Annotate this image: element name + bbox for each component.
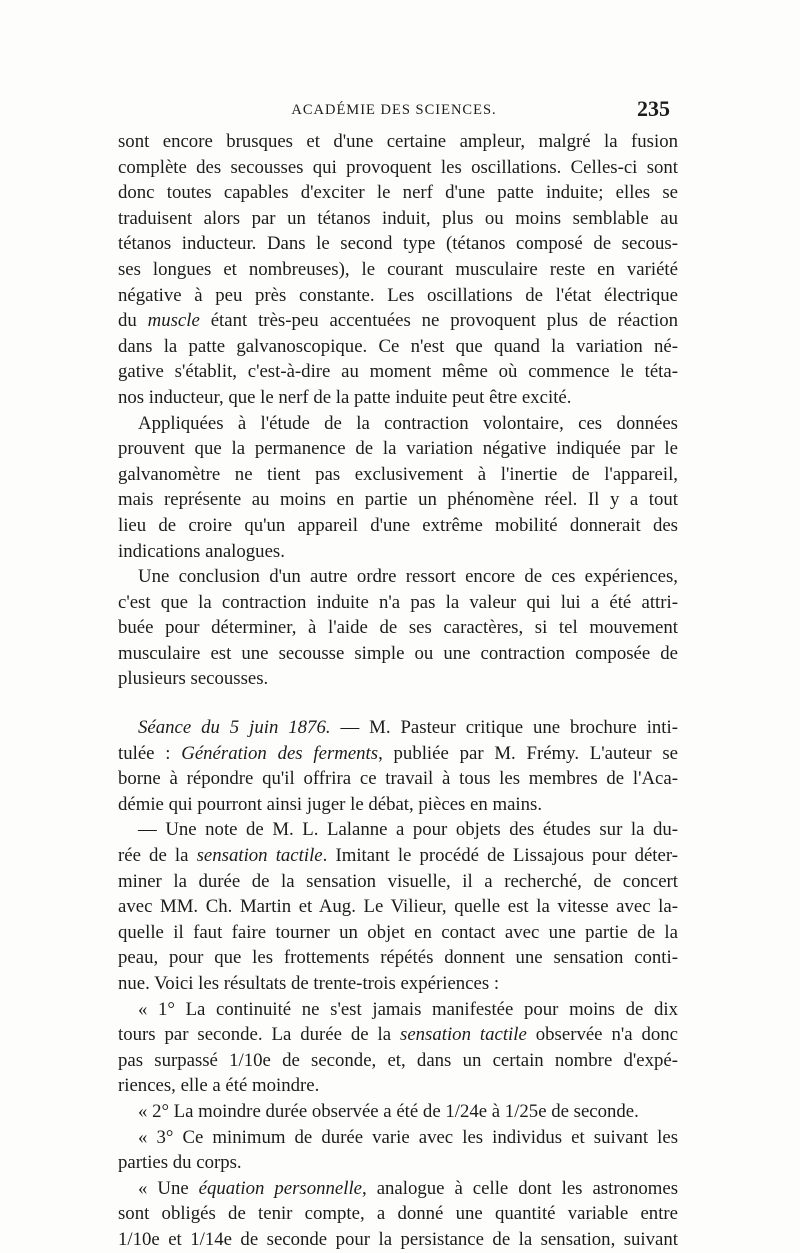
text-fragment: tours par seconde. La durée de la: [118, 1024, 401, 1046]
text-fragment: tulée :: [118, 742, 182, 764]
text-line: miner la durée de la sensation visuelle, il a recherché, de concert: [118, 870, 678, 892]
text-line: indications analogues.: [118, 540, 285, 562]
text-line: donc toutes capables d'exciter le nerf d'une patte induite; elles se: [118, 182, 678, 204]
italic-title: Génération des ferments: [181, 742, 379, 764]
paragraph-muscle-oscillations: [118, 129, 678, 411]
text-line: riences, elle a été moindre.: [118, 1075, 320, 1097]
text-line: Une conclusion d'un autre ordre ressort encore de ces expériences,: [138, 566, 678, 588]
text-line: [118, 1022, 678, 1048]
text-line: mais représente au moins en partie un phénomène réel. Il y a tout: [118, 489, 678, 511]
text-line: — Une note de M. L. Lalanne a pour objets des études sur la du-: [138, 819, 678, 841]
text-line: démie qui pourront ainsi juger le débat, pièces en mains.: [118, 793, 543, 815]
text-line: dans la patte galvanoscopique. Ce n'est que quand la variation né-: [118, 335, 678, 357]
paragraph-conclusion: [118, 564, 678, 692]
text-line: négative à peu près constante. Les oscillations de l'état électrique: [118, 284, 678, 306]
text-line: ses longues et nombreuses), le courant musculaire reste en variété: [118, 258, 678, 280]
text-line: « 2° La moindre durée observée a été de 1/24e à 1/25e de seconde.: [138, 1100, 639, 1122]
text-line: musculaire est une secousse simple ou une contraction composée de: [118, 642, 678, 664]
text-line: avec MM. Ch. Martin et Aug. Le Vilieur, quelle est la vitesse avec la-: [118, 896, 678, 918]
text-line: du muscle étant très-peu accentuées ne provoquent plus de réaction: [118, 310, 678, 332]
text-line: [118, 843, 678, 869]
text-line: tétanos inducteur. Dans le second type (tétanos composé de secous-: [118, 233, 678, 255]
text-line: sont encore brusques et d'une certaine ampleur, malgré la fusion: [118, 131, 678, 152]
text-line: Appliquées à l'étude de la contraction volontaire, ces données: [138, 412, 678, 434]
text-line: complète des secousses qui provoquent les oscillations. Celles-ci sont: [118, 156, 678, 178]
text-line: prouvent que la permanence de la variation négative indiquée par le: [118, 438, 678, 460]
text-fragment: , publiée par M. Frémy. L'auteur se: [378, 742, 678, 764]
text-line: 1/10e et 1/14e de seconde pour la persistance de la sensation, suivant: [118, 1228, 678, 1250]
italic-term: sensation tactile: [196, 845, 323, 867]
text-line: peau, pour que les frottements répétés donnent une sensation conti-: [118, 947, 678, 969]
seance-intro: — M. Pasteur critique une brochure inti-: [330, 717, 678, 739]
text-line: [118, 715, 678, 741]
text-fragment: , analogue à celle dont les astronomes: [362, 1177, 679, 1199]
page-header: [118, 96, 670, 130]
text-line: gative s'établit, c'est-à-dire au moment même où commence le téta-: [118, 361, 678, 383]
results-list: [118, 997, 678, 1253]
text-line: buée pour déterminer, à l'aide de ses caractères, si tel mouvement: [118, 617, 678, 639]
text-line: [118, 1176, 678, 1202]
body-text: [118, 129, 678, 1253]
text-line: nos inducteur, que le nerf de la patte induite peut être excité.: [118, 386, 572, 408]
text-line: galvanomètre ne tient pas exclusivement à l'inertie de l'appareil,: [118, 463, 678, 485]
text-line: nue. Voici les résultats de trente-trois expériences :: [118, 973, 500, 994]
paragraph-voluntary-contraction: [118, 411, 678, 565]
text-line: lieu de croire qu'un appareil d'une extrême mobilité donnerait des: [118, 514, 678, 536]
text-line: [118, 741, 678, 767]
text-line: sont obligés de tenir compte, a donné une quantité variable entre: [118, 1203, 678, 1225]
section-gap: [118, 692, 678, 715]
italic-muscle: muscle: [147, 310, 200, 332]
text-line: c'est que la contraction induite n'a pas la valeur qui lui a été attri-: [118, 591, 678, 613]
text-line: plusieurs secousses.: [118, 668, 269, 690]
text-line: traduisent alors par un tétanos induit, plus ou moins semblable au: [118, 207, 678, 229]
seance-section: [118, 715, 678, 817]
text-fragment: rée de la: [118, 845, 197, 867]
text-line: borne à répondre qu'il offrira ce travail à tous les membres de l'Aca-: [118, 768, 678, 790]
seance-date: Séance du 5 juin 1876.: [138, 717, 331, 739]
text-line: parties du corps.: [118, 1152, 242, 1174]
text-line: quelle il faut faire tourner un objet en contact avec une partie de la: [118, 921, 678, 943]
text-fragment: . Imitant le procédé de Lissajous pour déter-: [322, 845, 678, 867]
italic-term: équation personnelle: [198, 1177, 363, 1199]
paragraph-lalanne: [118, 817, 678, 996]
italic-term: sensation tactile: [400, 1024, 527, 1046]
page-number: 235: [637, 96, 670, 121]
text-fragment: observée n'a donc: [526, 1024, 678, 1046]
text-line: pas surpassé 1/10e de seconde, et, dans un certain nombre d'expé-: [118, 1049, 678, 1071]
text-fragment: « Une: [138, 1177, 199, 1199]
running-title: ACADÉMIE DES SCIENCES.: [291, 102, 497, 118]
text-line: « 1° La continuité ne s'est jamais manifestée pour moins de dix: [138, 998, 678, 1020]
text-line: « 3° Ce minimum de durée varie avec les individus et suivant les: [138, 1126, 678, 1148]
